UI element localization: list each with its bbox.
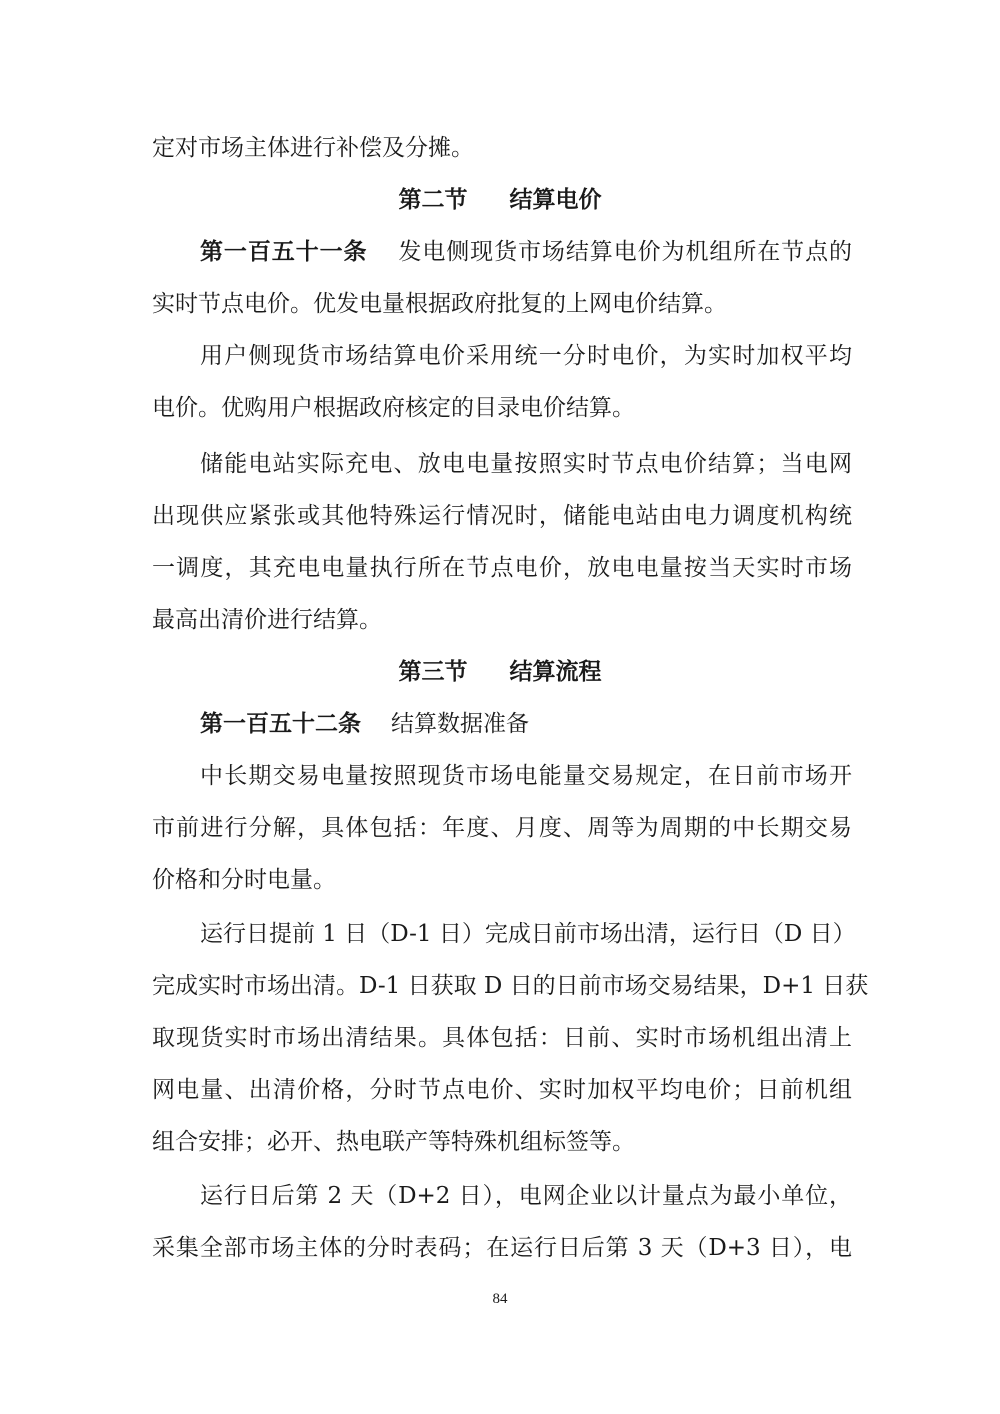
paragraph-line: 组合安排；必开、热电联产等特殊机组标签等。 [152,1129,635,1155]
paragraph-line: 运行日后第 2 天（D+2 日），电网企业以计量点为最小单位， [200,1183,852,1209]
section-number: 第三节 [398,658,468,685]
paragraph-line: 电价。优购用户根据政府核定的目录电价结算。 [152,395,635,421]
paragraph-line: 储能电站实际充电、放电电量按照实时节点电价结算；当电网 [200,451,852,477]
section-title: 结算流程 [509,658,602,685]
section-heading-2 [0,180,1000,220]
paragraph-line: 实时节点电价。优发电量根据政府批复的上网电价结算。 [152,291,727,317]
paragraph-line: 中长期交易电量按照现货市场电能量交易规定，在日前市场开 [200,763,852,789]
paragraph-line: 完成实时市场出清。D-1 日获取 D 日的日前市场交易结果，D+1 日获 [152,973,869,999]
article-label: 第一百五十二条 [200,710,361,737]
paragraph-line: 运行日提前 1 日（D-1 日）完成日前市场出清，运行日（D 日） [200,921,856,947]
page-number: 84 [492,1291,508,1307]
paragraph-line: 采集全部市场主体的分时表码；在运行日后第 3 天（D+3 日），电 [152,1235,852,1261]
paragraph-line: 市前进行分解，具体包括：年度、月度、周等为周期的中长期交易 [152,815,852,841]
section-title: 结算电价 [509,186,602,213]
paragraph-line: 价格和分时电量。 [152,867,336,893]
article-label: 第一百五十一条 [200,238,368,265]
paragraph-line: 网电量、出清价格，分时节点电价、实时加权平均电价；日前机组 [152,1077,852,1103]
article-152-line [200,704,852,744]
article-text: 发电侧现货市场结算电价为机组所在节点的 [397,239,853,265]
article-text: 结算数据准备 [391,711,529,737]
section-heading-3 [0,652,1000,692]
paragraph-line: 最高出清价进行结算。 [152,607,382,633]
paragraph-line: 一调度，其充电电量执行所在节点电价，放电电量按当天实时市场 [152,555,852,581]
paragraph-line: 用户侧现货市场结算电价采用统一分时电价，为实时加权平均 [200,343,852,369]
article-151-line [200,232,852,272]
paragraph-line: 取现货实时市场出清结果。具体包括：日前、实时市场机组出清上 [152,1025,852,1051]
paragraph-line: 出现供应紧张或其他特殊运行情况时，储能电站由电力调度机构统 [152,503,852,529]
paragraph-line: 定对市场主体进行补偿及分摊。 [152,135,474,161]
section-number: 第二节 [398,186,468,213]
